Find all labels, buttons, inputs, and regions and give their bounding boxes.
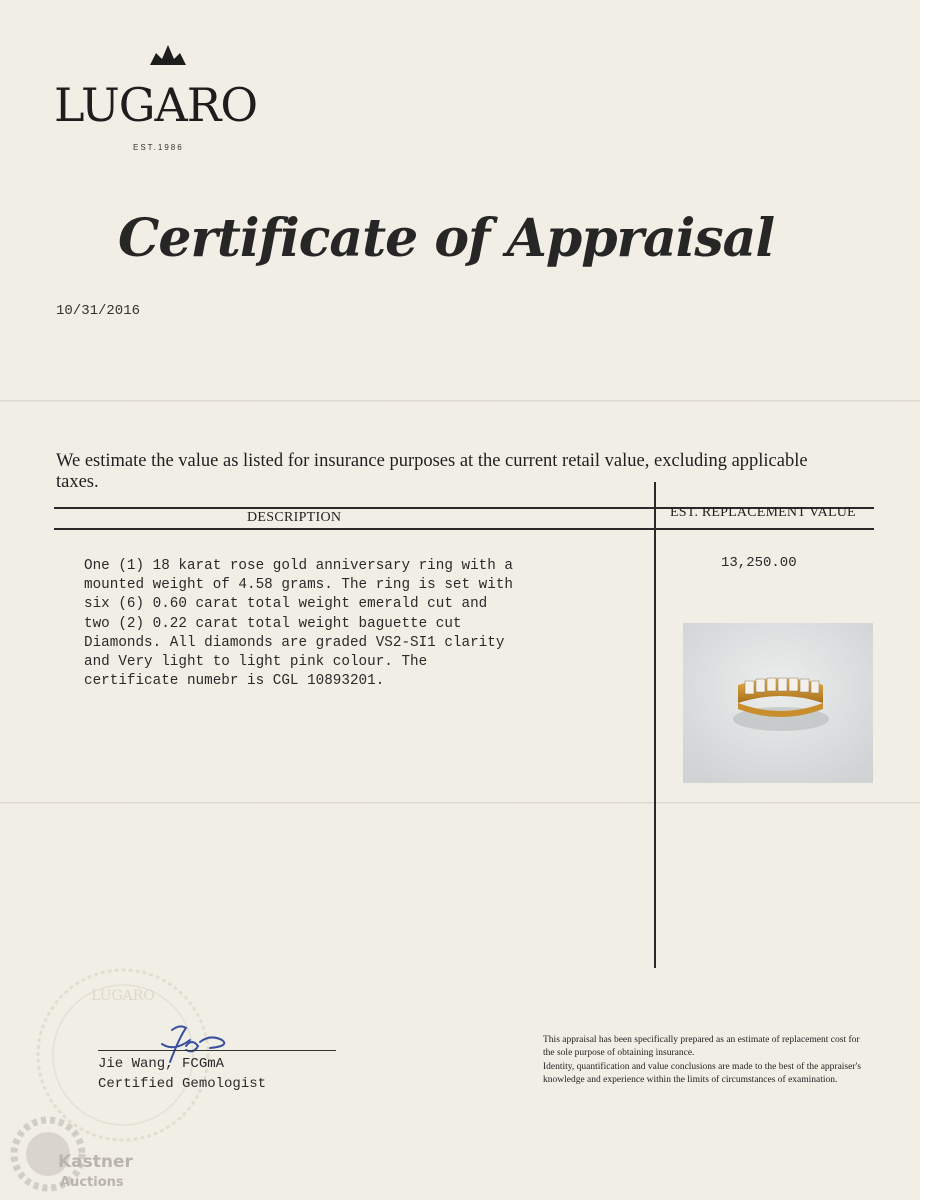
- auction-watermark: [10, 1112, 135, 1194]
- intro-statement: We estimate the value as listed for insurance purposes at the current retail value, excluding applicable taxes.: [56, 451, 808, 492]
- description-header: DESCRIPTION: [247, 510, 342, 525]
- disclaimer-limits: Identity, quantification and value conclusions are made to the best of the appraiser's knowledge and experience within the limits of circumstances of examination.: [543, 1062, 861, 1085]
- page-title: Certificate of Appraisal: [118, 208, 775, 269]
- watermark-text-bottom: Auctions: [60, 1175, 124, 1190]
- value-header: EST. REPLACEMENT VALUE: [670, 505, 856, 520]
- seal-text: LUGARO: [91, 988, 155, 1004]
- fold-line-bottom: [0, 802, 920, 805]
- item-description: One (1) 18 karat rose gold anniversary ring with a mounted weight of 4.58 grams. The ring is set with six (6) 0.60 carat total weight emerald cut and two (2) 0.22 carat total weight baguette cut Diamonds. All diamonds are graded VS2-SI1 clarity and Very light to light pink colour. The certificate numebr is CGL 10893201.: [84, 558, 513, 690]
- watermark-text-top: Kastner: [58, 1152, 133, 1172]
- brand-logo: LUGARO: [54, 78, 258, 132]
- table-header-rule: [54, 528, 874, 530]
- fold-line-top: [0, 400, 920, 403]
- crown-icon: [148, 45, 188, 67]
- ring-photo: [683, 623, 873, 783]
- replacement-value: 13,250.00: [721, 555, 797, 571]
- certificate-date: 10/31/2016: [56, 303, 141, 319]
- brand-established: EST.1986: [133, 143, 184, 152]
- signatory-name: Jie Wang, FCGmA: [98, 1056, 225, 1072]
- signature-line: [98, 1050, 336, 1051]
- signatory-title: Certified Gemologist: [98, 1076, 267, 1092]
- table-column-divider: [654, 482, 656, 968]
- disclaimer-purpose: This appraisal has been specifically prepared as an estimate of replacement cost for the sole purpose of obtaining insurance.: [543, 1035, 860, 1058]
- page-edge: [920, 0, 927, 1200]
- disclaimer: [543, 1034, 873, 1088]
